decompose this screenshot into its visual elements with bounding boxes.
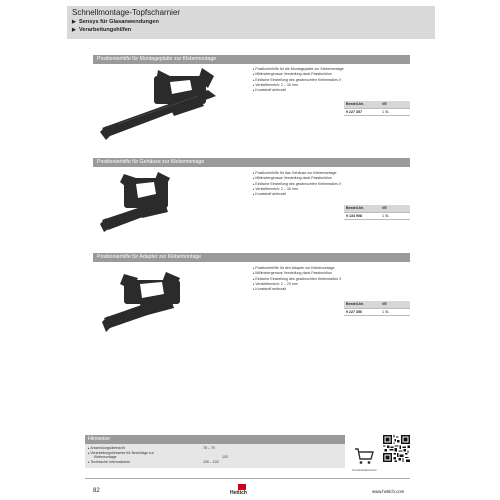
- list-item: ▸ Positionierhilfe für das Gehäuse zur Klebemontage: [253, 171, 413, 176]
- hinweise-box: [85, 444, 345, 468]
- order-table: [344, 101, 410, 116]
- qr-caption: Produktdetails/hettich: [352, 469, 377, 472]
- reference-label: ▸ Technische Informationen: [88, 460, 130, 464]
- list-item: ▸ Einfache Einstellung des gewünschten Klebemaßes X: [253, 277, 413, 282]
- positioning-tool-image-3: [100, 268, 190, 340]
- order-table: [344, 301, 410, 316]
- feature-list: [253, 67, 413, 93]
- list-item: ▸ Millimetergenaue Verstellung dank Passfunktion: [253, 72, 413, 77]
- section-title: Positionierhilfe für Adapter zur Klebemontage: [93, 253, 410, 262]
- positioning-tool-image-1: [98, 66, 248, 142]
- list-item: ▸ Kunststoff anthrazit: [253, 88, 413, 93]
- list-item: ▸ Verstellbereich: 2 – 30 mm: [253, 83, 413, 88]
- page-title: Schnellmontage-Topfscharnier: [72, 8, 181, 17]
- footer-divider: [85, 478, 410, 479]
- list-item: ▸ Positionierhilfe für den Adapter zur Klebemontage: [253, 266, 413, 271]
- list-item: ▸ Kunststoff anthrazit: [253, 192, 413, 197]
- arrow-icon: ▶: [72, 19, 76, 25]
- list-item: ▸ Verstellbereich: 2 – 23 mm: [253, 282, 413, 287]
- article-number: 9 227 356: [344, 308, 380, 315]
- list-item: ▸ Kunststoff anthrazit: [253, 287, 413, 292]
- feature-list: [253, 266, 413, 292]
- reference-pages: 78 – 79: [203, 446, 215, 450]
- reference-pages: 103: [222, 455, 228, 460]
- website-link[interactable]: www.hettich.com: [372, 489, 405, 494]
- table-header-cell: Bestell-Nr.: [344, 205, 380, 212]
- section-title: Positionierhilfe für Gehäuse zur Klebemontage: [93, 158, 410, 167]
- list-item: ▸ Einfache Einstellung des gewünschten Klebemaßes X: [253, 182, 413, 187]
- positioning-tool-image-2: [98, 170, 178, 240]
- list-item: ▸ Millimetergenaue Verstellung dank Passfunktion: [253, 271, 413, 276]
- reference-row: [88, 460, 342, 465]
- page-header: [67, 6, 435, 39]
- list-item: ▸ Verstellbereich: 2 – 30 mm: [253, 187, 413, 192]
- hettich-logo: [228, 484, 256, 498]
- order-table: [344, 205, 410, 220]
- shopping-cart-icon: [352, 444, 376, 468]
- article-number: 9 134 908: [344, 212, 380, 219]
- header-subtitle-2: ▶ Verarbeitungshilfen: [72, 27, 132, 33]
- page-number: 82: [93, 488, 100, 494]
- packing-unit: 1 St.: [380, 212, 410, 219]
- packing-unit: 1 St.: [380, 108, 410, 115]
- reference-label: Klebemontage: [94, 455, 117, 460]
- reference-label: ▸ Anwendungsübersicht: [88, 446, 125, 450]
- reference-pages: 100 – 103: [203, 459, 219, 464]
- qr-code-icon[interactable]: [383, 435, 410, 462]
- feature-list: [253, 171, 413, 197]
- reference-label: ▸ Verarbeitungshinweise für Beschläge zur: [88, 451, 154, 455]
- article-number: 9 227 357: [344, 108, 380, 115]
- table-header-cell: Bestell-Nr.: [344, 101, 380, 108]
- hinweise-title: Hinweise: [85, 435, 345, 444]
- table-header-cell: VE: [380, 205, 410, 212]
- table-header-cell: Bestell-Nr.: [344, 301, 380, 308]
- list-item: ▸ Einfache Einstellung des gewünschten Klebemaßes X: [253, 78, 413, 83]
- list-item: ▸ Positionierhilfe für die Montageplatte zur Klebemontage: [253, 67, 413, 72]
- arrow-icon: ▶: [72, 27, 76, 33]
- section-title: Positionierhilfe für Montageplatte zur Klebemontage: [93, 55, 410, 64]
- packing-unit: 1 St.: [380, 308, 410, 315]
- list-item: ▸ Millimetergenaue Verstellung dank Passfunktion: [253, 176, 413, 181]
- table-header-cell: VE: [380, 301, 410, 308]
- header-subtitle-1: ▶ Sensys für Glasanwendungen: [72, 19, 159, 25]
- logo-text: Hettich: [230, 490, 247, 496]
- table-header-cell: VE: [380, 101, 410, 108]
